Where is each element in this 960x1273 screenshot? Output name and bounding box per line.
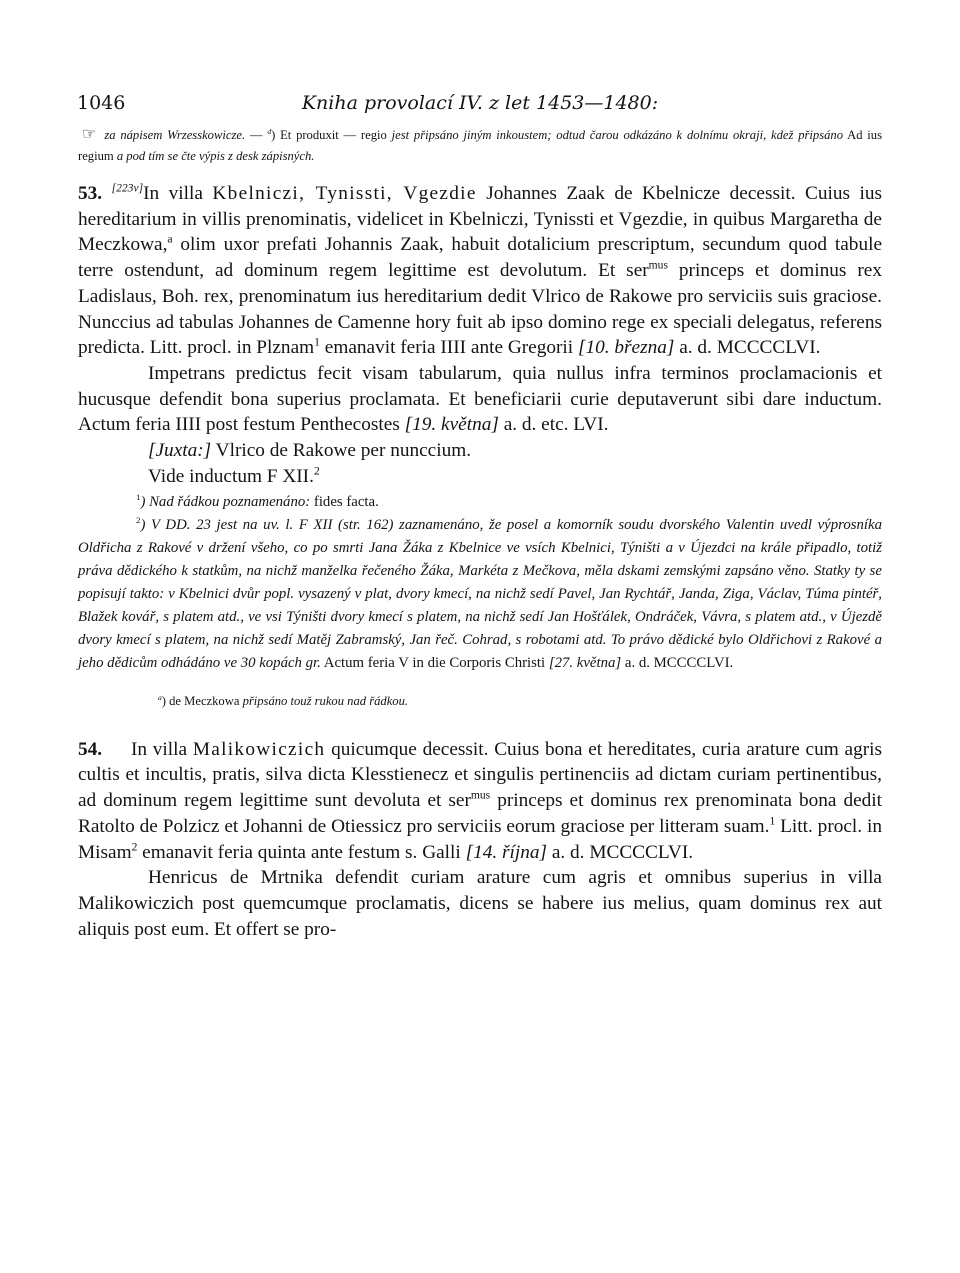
entry-54-place-name: Malikowiczich [192,738,326,760]
entry-53-number: 53. [78,183,103,204]
running-title: Kniha provolací IV. z let 1453—1480: [301,92,659,114]
top-note-part1: za nápisem Wrzesskowicze. [104,128,246,142]
top-note-part2: — [249,128,268,142]
top-note-part4: jest připsáno jiným inkoustem; odtud čarou odkázáno k dolnímu okraji, kdež připsáno [391,128,843,142]
fna-text1: ) de Meczkowa [161,693,243,708]
entry-54-sup-1: 1 [769,814,776,828]
entry-54-date1: [14. října] [465,841,548,863]
page-header [77,78,882,114]
entry-53-body2: olim uxor prefati Johannis Zaak, habuit dotalicium prescriptum, secundum quod tabule terre ostendunt, ad dominum regem legittime est devolutum. Et ser [78,234,882,282]
top-note [78,124,882,167]
fn1-italic: ) Nad řádkou poznamenáno: [140,494,311,511]
entry-53-juxta-text: Vlrico de Rakowe per nunccium. [211,440,472,462]
entry-53-folio: [223v] [111,181,144,195]
fn1-text: fides facta. [310,494,379,511]
entry-53-body5: a. d. MCCCCLVI. [674,337,821,359]
footnote-a [78,691,882,711]
fn2-c: a. d. MCCCCLVI. [621,654,734,671]
top-note-d-mark: d [267,126,272,136]
page [78,78,882,942]
fn2-a: ) V DD. 23 jest na uv. l. F XII (str. 162) zaznamenáno, že posel a komorník soudu dvorského Valentin uvedl výprosníka Oldřicha z Rakové v držení všeho, co po smrti Jana Žáka z Kbelnice ve vsích Kbelnici, Týništi a v Újezdci na krále připadlo, totiž práva dědického k statkům, na nichž manželka řečeného Žáka, Markéta z Mečkova, měla dskami zemskými zapsáno věno. Statky ty se popisují takto: v Kbelnici dvůr popl. vysazený v plat, dvory kmecí, na nichž sedí Pavel, Jan Rychtář, Janda, Ziga, Václav, Túma pintéř, Blažek kovář, s platem atd., ve vsi Týništi dvory kmecí s platem, na nichž sedí Jan Hošťálek, Ondráček, Vávra, s platem atd., v Újezdě dvory kmecí s platem, na nichž sedí Matěj Zabramský, Jan řeč. Cohrad, s robotami atd. To právo dědické bylo Oldřichovi z Rakové a jeho dědicům odhádáno ve 30 kopách gr. [78,517,882,671]
entry-54-number: 54. [78,738,103,760]
entry-53-vide: Vide inductum F XII. [148,465,314,487]
entry-54-body2: princeps et dominus rex prenominata bona dedit Ratolto de Polzicz et Johanni de Otiessicz pro serviciis eorum graciose per litteram suam. [78,790,882,837]
fn2-b: Actum feria V in die Corporis Christi [320,654,549,671]
entry-53-sup-mus: mus [648,258,668,272]
entry-53-juxta: [Juxta:] [148,440,212,462]
fna-text2: připsáno touž rukou nad řádkou. [242,693,409,708]
entry-53-body4: emanavit feria IIII ante Gregorii [319,337,578,359]
entry-54-body5: a. d. MCCCCLVI. [547,841,694,863]
fna-mark: a [158,692,162,702]
entry-53-place: In villa [143,183,203,204]
page-number: 1046 [77,92,126,114]
top-note-part5: Ad ius regium [78,128,882,163]
entry-53-para2a: Impetrans predictus fecit visam tabularum, quia nullus infra terminos proclamacionis et hucusque defendit bona superius proclamata. Et beneficiarii curie deputaverunt sibi dare inductum. Actum feria IIII post festum Penthecostes [78,362,882,436]
entry-54-place: In villa [130,738,188,760]
entry-53 [78,181,882,489]
entry-53-date2: [19. května] [404,414,499,436]
entry-53-body1: Johannes Zaak de Kbelnicze decessit. Cuius ius hereditarium in villis prenominatis, videlicet in Kbelniczi, Tynissti et Vgezdie, in quibus Margaretha de Meczkowa, [78,183,882,256]
entry-54-sup-2: 2 [131,840,138,854]
entry-53-para2b: a. d. etc. LVI. [498,414,609,436]
entry-53-date1: [10. března] [577,337,675,359]
fn2-date: [27. května] [548,654,622,671]
entry-53-sup-1: 1 [314,335,320,349]
entry-54-body4: emanavit feria quinta ante festum s. Galli [137,841,466,863]
fn2-mark: 2 [136,515,141,526]
entry-54-sup-mus: mus [470,788,491,802]
entry-53-place-names: Kbelniczi, Tynissti, Vgezdie [212,183,477,204]
fn1-mark: 1 [136,492,141,503]
entry-54-body1: quicumque decessit. Cuius bona et hereditates, curia arature cum agris cultis et incultis, pratis, silva dicta Klesstienecz et singulis pertinenciis ad dictam curiam pertinentibus, ad dominum regem legittime sunt devoluta et ser [78,738,882,812]
footnotes-53 [78,491,882,674]
top-note-part3: ) Et produxit — regio [271,128,392,142]
entry-54-para2: Henricus de Mrtnika defendit curiam arature cum agris et omnibus superius in villa Malikowiczich post quemcumque proclamatis, dicens se habere ius melius, quam dominus rex aut aliquis post eum. Et offert se pro- [78,867,882,940]
entry-53-sup-a: a [167,232,173,246]
entry-54-body3: Litt. procl. in Misam [78,815,882,863]
entry-53-body3: princeps et dominus rex Ladislaus, Boh. rex, prenominatum ius hereditarium dedit Vlrico de Rakowe pro serviciis suis graciose. Nunccius ad tabulas Johannes de Camenne hory fuit ab ipso domino rege ex speciali delegatus, referens predicta. Litt. procl. in Plznam [78,260,882,359]
entry-54 [78,737,882,943]
pointing-hand-icon: ☞ [82,126,97,143]
top-note-part6: a pod tím se čte výpis z desk zápisných. [116,149,315,163]
entry-53-sup-2: 2 [313,464,320,478]
